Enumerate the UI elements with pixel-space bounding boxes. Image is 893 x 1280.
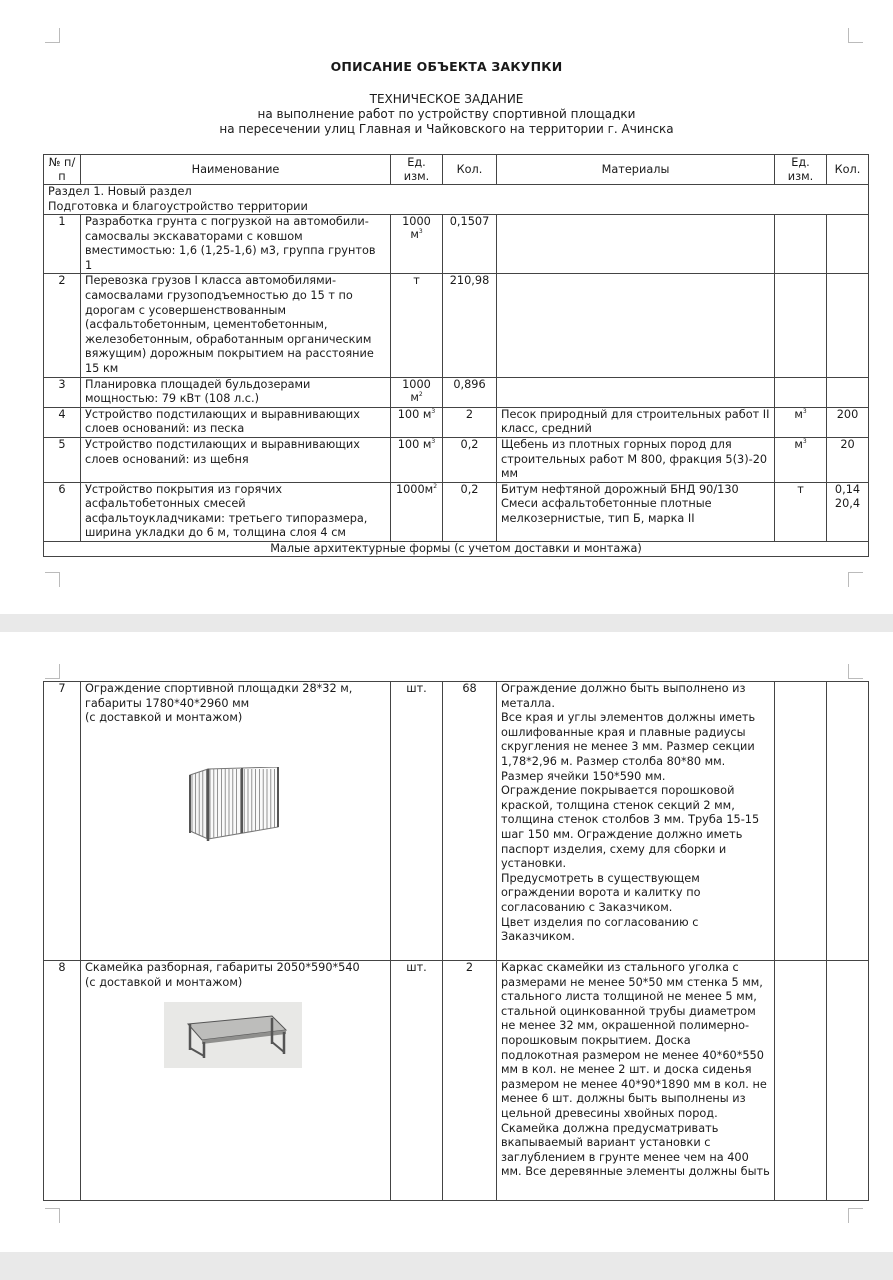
maf-table: [43, 681, 869, 1201]
document-page-2: [0, 632, 893, 1252]
crop-mark: [45, 28, 60, 43]
row-quantity: 0,1507: [443, 215, 497, 274]
section-subtitle: Подготовка и благоустройство территории: [48, 199, 308, 213]
column-header-materials: Материалы: [497, 155, 775, 185]
row-item-name: [81, 961, 391, 1201]
row-work-name: Устройство подстилающих и выравнивающих слоев оснований: из щебня: [81, 437, 391, 482]
row-material-unit: [775, 437, 827, 482]
row-quantity: 68: [443, 682, 497, 961]
material-unit-value: м: [794, 407, 803, 421]
unit-value: 1000: [402, 215, 431, 228]
unit-exponent: 3: [431, 407, 436, 415]
row-work-name: Перевозка грузов I класса автомобилями-самосвалами грузоподъемностью до 15 т по дорогам с усовершенствованным (асфальтобетонным, цементобетонным, железобетонным, обработанным органическим вяжущим) дорожным покрытием на расстояние 15 км: [81, 274, 391, 377]
row-material-unit: [775, 215, 827, 274]
document-location-line: на пересечении улиц Главная и Чайковского на территории г. Ачинска: [219, 122, 674, 136]
crop-mark: [848, 572, 863, 587]
column-header-num: № п/п: [44, 155, 81, 185]
material-unit-exponent: 3: [802, 407, 807, 415]
works-table: [43, 154, 869, 557]
row-number: 2: [44, 274, 81, 377]
section-row: [44, 185, 869, 215]
row-quantity: 2: [443, 961, 497, 1201]
row-material-quantity: [827, 961, 869, 1201]
fence-image: [186, 767, 286, 847]
maf-section-row: [44, 542, 869, 557]
row-material-quantity: [827, 682, 869, 961]
column-header-name: Наименование: [81, 155, 391, 185]
column-header-unit: Ед. изм.: [391, 155, 443, 185]
material-unit-value: м: [794, 437, 803, 451]
material-unit-exponent: 3: [802, 438, 807, 446]
row-material: [497, 215, 775, 274]
document-subtitle: ТЕХНИЧЕСКОЕ ЗАДАНИЕ: [369, 92, 524, 106]
maf-section-title: Малые архитектурные формы (с учетом доставки и монтажа): [44, 542, 869, 557]
table-row: [44, 407, 869, 437]
table-row: [44, 682, 869, 961]
row-material: Щебень из плотных горных пород для строительных работ М 800, фракция 5(3)-20 мм: [497, 437, 775, 482]
unit-exponent: 3: [431, 438, 436, 446]
row-material-quantity: [827, 377, 869, 407]
unit-suffix: м: [410, 390, 419, 404]
row-material-unit: [775, 274, 827, 377]
row-number: 4: [44, 407, 81, 437]
unit-value: 100 м: [397, 407, 432, 421]
row-material: Битум нефтяной дорожный БНД 90/130 Смеси асфальтобетонные плотные мелкозернистые, тип Б, марка II: [497, 482, 775, 541]
crop-mark: [848, 664, 863, 679]
row-number: 6: [44, 482, 81, 541]
row-material: [497, 274, 775, 377]
column-header-mat-qty: Кол.: [827, 155, 869, 185]
unit-value: т: [413, 274, 420, 288]
row-material-unit: [775, 482, 827, 541]
section-title: Раздел 1. Новый раздел: [48, 185, 192, 198]
row-number: 7: [44, 682, 81, 961]
unit-exponent: 3: [418, 228, 423, 236]
row-material-unit: [775, 377, 827, 407]
table-row: [44, 482, 869, 541]
row-unit: [391, 274, 443, 377]
table-row: [44, 377, 869, 407]
crop-mark: [848, 28, 863, 43]
row-material: Каркас скамейки из стального уголка с размерами не менее 50*50 мм стенка 5 мм, стального листа толщиной не менее 5 мм, стальной оцинкованной трубы диаметром не менее 32 мм, окрашенной полимерно-порошковым покрытием. Доска подлокотная размером не менее 40*60*550 мм в кол. не менее 2 шт. и доска сиденья размером не менее 40*90*1890 мм в кол. не менее 6 шт. должны быть выполнены из цельной древесины хвойных пород. Скамейка должна предусматривать вкапываемый вариант установки с заглублением в грунте менее чем на 400 мм. Все деревянные элементы должны быть: [497, 961, 775, 1201]
unit-value: 1000м: [395, 482, 434, 496]
row-unit: [391, 215, 443, 274]
table-header-row: [44, 155, 869, 185]
row-number: 3: [44, 377, 81, 407]
crop-mark: [848, 1208, 863, 1223]
table-row: [44, 437, 869, 482]
column-header-mat-unit: Ед. изм.: [775, 155, 827, 185]
row-unit: [391, 437, 443, 482]
crop-mark: [45, 1208, 60, 1223]
row-unit: [391, 377, 443, 407]
row-quantity: 0,2: [443, 482, 497, 541]
document-description-line: на выполнение работ по устройству спортивной площадки: [257, 107, 636, 121]
unit-exponent: 2: [418, 390, 423, 398]
row-material-quantity: 20: [827, 437, 869, 482]
row-material-unit: [775, 407, 827, 437]
row-unit: [391, 407, 443, 437]
crop-mark: [45, 664, 60, 679]
row-quantity: 210,98: [443, 274, 497, 377]
item-name-text: Ограждение спортивной площадки 28*32 м, габариты 1780*40*2960 мм (с доставкой и монтажом): [85, 682, 353, 725]
document-title: ОПИСАНИЕ ОБЪЕКТА ЗАКУПКИ: [330, 59, 563, 74]
column-header-qty: Кол.: [443, 155, 497, 185]
row-material-unit: [775, 961, 827, 1201]
row-material-quantity: [827, 215, 869, 274]
document-page-1: [0, 0, 893, 614]
row-number: 1: [44, 215, 81, 274]
row-unit: шт.: [391, 682, 443, 961]
row-work-name: Устройство подстилающих и выравнивающих слоев оснований: из песка: [81, 407, 391, 437]
row-material-quantity: [827, 274, 869, 377]
row-material: [497, 377, 775, 407]
unit-suffix: м: [410, 228, 419, 241]
material-unit-value: т: [797, 482, 804, 496]
row-quantity: 0,2: [443, 437, 497, 482]
row-material-quantity: 0,14 20,4: [827, 482, 869, 541]
row-unit: шт.: [391, 961, 443, 1201]
row-material: Ограждение должно быть выполнено из металла. Все края и углы элементов должны иметь ошлифованные края и плавные радиусы скругления не менее 3 мм. Размер секции 1,78*2,96 м. Размер столба 80*80 мм. Размер ячейки 150*590 мм. Ограждение покрывается порошковой краской, толщина стенок секций 2 мм, толщина стенок столбов 3 мм. Труба 15-15 шаг 150 мм. Ограждение должно иметь паспорт изделия, схему для сборки и установки. Предусмотреть в существующем ограждении ворота и калитку по согласованию с Заказчиком. Цвет изделия по согласованию с Заказчиком.: [497, 682, 775, 961]
row-quantity: 0,896: [443, 377, 497, 407]
row-material-quantity: 200: [827, 407, 869, 437]
row-work-name: Устройство покрытия из горячих асфальтобетонных смесей асфальтоукладчиками: третьего типоразмера, ширина укладки до 6 м, толщина слоя 4 см: [81, 482, 391, 541]
row-item-name: [81, 682, 391, 961]
table-row: [44, 961, 869, 1201]
row-work-name: Разработка грунта с погрузкой на автомобили-самосвалы экскаваторами с ковшом вместимостью: 1,6 (1,25-1,6) м3, группа грунтов 1: [81, 215, 391, 274]
crop-mark: [45, 572, 60, 587]
row-number: 5: [44, 437, 81, 482]
unit-value: 100 м: [397, 437, 432, 451]
row-number: 8: [44, 961, 81, 1201]
row-material-unit: [775, 682, 827, 961]
row-quantity: 2: [443, 407, 497, 437]
row-unit: [391, 482, 443, 541]
table-row: [44, 274, 869, 377]
table-row: [44, 215, 869, 274]
row-material: Песок природный для строительных работ II класс, средний: [497, 407, 775, 437]
item-illustration: [186, 767, 386, 852]
item-name-text: Скамейка разборная, габариты 2050*590*540 (с доставкой и монтажом): [85, 961, 360, 989]
item-illustration: [164, 1002, 386, 1073]
unit-exponent: 2: [433, 482, 438, 490]
unit-value: 1000: [402, 377, 431, 391]
row-work-name: Планировка площадей бульдозерами мощностью: 79 кВт (108 л.с.): [81, 377, 391, 407]
bench-image: [164, 1002, 302, 1068]
